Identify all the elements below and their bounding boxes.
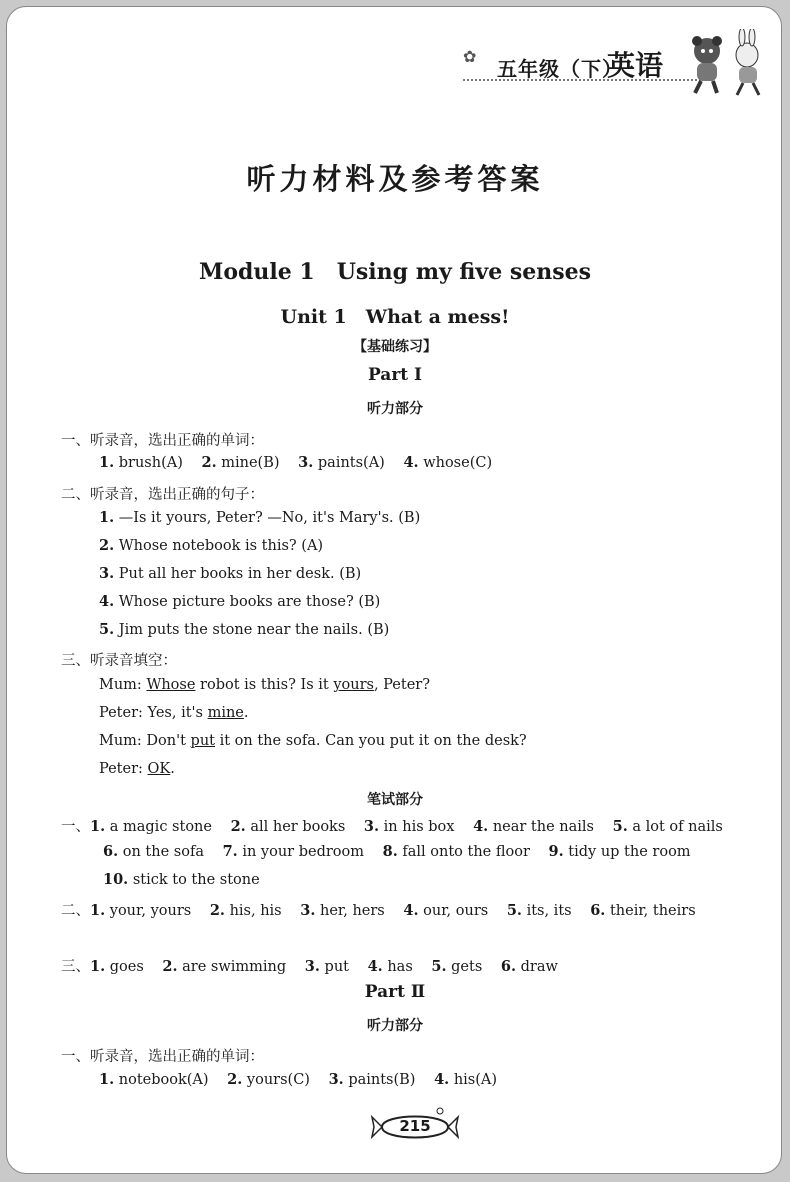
answer-text: gets [451, 959, 483, 975]
dialogue-line [99, 733, 527, 749]
answer-number: 1. [99, 509, 115, 526]
p1-q1-title: 一、听录音，选出正确的单词： [61, 433, 264, 449]
dialogue-text: . [170, 761, 175, 777]
exercise-label: 【基础练习】 [353, 339, 437, 355]
answer-number: 3. [304, 958, 320, 975]
answer-text: Whose notebook is this? (A) [118, 538, 324, 554]
answer-text: are swimming [182, 959, 287, 975]
answer-text: a magic stone [109, 819, 212, 835]
module-heading: Module 1 Using my five senses [199, 259, 591, 285]
page-title: 听力材料及参考答案 [246, 162, 544, 196]
answer-text: yours(C) [246, 1072, 310, 1088]
w2-line-1 [61, 899, 696, 920]
answer-text: paints(A) [317, 455, 385, 471]
answer-text: fall onto the floor [402, 844, 530, 860]
answer-text: in his box [383, 819, 455, 835]
answer-text: has [387, 959, 413, 975]
answer-number: 4. [473, 818, 489, 835]
answer-text: all her books [250, 819, 346, 835]
filled-blank: mine [207, 705, 244, 721]
answer-number: 1. [90, 902, 106, 919]
part-1-label: Part Ⅰ [367, 365, 423, 385]
w3-line [61, 955, 558, 976]
section-prefix: 二、 [61, 903, 90, 919]
answer-text: Whose picture books are those? (B) [118, 594, 381, 610]
bee-icon: ✿ [463, 47, 477, 66]
answer-text: notebook(A) [118, 1072, 209, 1088]
filled-blank: yours [333, 677, 374, 693]
mascot-illustration [679, 29, 775, 99]
answer-number: 3. [363, 818, 380, 835]
section-prefix: 三、 [61, 959, 90, 975]
answer-text: brush(A) [118, 455, 183, 471]
answer-text: paints(B) [348, 1072, 416, 1088]
page-number-badge [370, 1103, 460, 1151]
answer-number: 3. [328, 1071, 344, 1088]
answer-number: 2. [99, 537, 115, 554]
answer-number: 4. [403, 454, 419, 471]
answer-text: mine(B) [221, 455, 280, 471]
answer-text: your, yours [109, 903, 192, 919]
answer-number: 7. [222, 843, 238, 860]
answer-number: 4. [434, 1071, 450, 1088]
list-item [99, 509, 420, 526]
answer-number: 4. [99, 593, 115, 610]
answer-text: Put all her books in her desk. (B) [118, 566, 362, 582]
answer-number: 5. [612, 818, 628, 835]
page-number: 215 [399, 1117, 431, 1135]
answer-number: 5. [431, 958, 447, 975]
p1-q3-title: 三、听录音填空： [61, 653, 177, 669]
list-item [99, 537, 323, 554]
dialogue-text: , Peter? [373, 677, 430, 693]
dialogue-text: Peter: Yes, it's [99, 705, 208, 721]
answer-number: 2. [162, 958, 178, 975]
p2-q1-title: 一、听录音，选出正确的单词： [61, 1049, 264, 1065]
answer-number: 1. [90, 818, 106, 835]
dialogue-text: . [243, 705, 249, 721]
answer-number: 6. [500, 958, 517, 975]
answer-number: 1. [99, 454, 115, 471]
list-item [99, 565, 361, 582]
answer-number: 2. [209, 902, 225, 919]
answer-number: 9. [548, 843, 564, 860]
answer-text: whose(C) [423, 455, 493, 471]
answer-number: 1. [99, 1071, 115, 1088]
filled-blank: OK [147, 761, 171, 777]
answer-text: put [324, 959, 349, 975]
dialogue-line [99, 705, 249, 721]
answer-text: —Is it yours, Peter? —No, it's Mary's. (B) [118, 510, 421, 526]
header-subject: 英语 [607, 49, 664, 82]
p2-q1-answers [99, 1071, 497, 1088]
answer-text: its, its [526, 903, 572, 919]
header-grade: 五年级（下） [497, 57, 623, 81]
answer-number: 4. [367, 958, 383, 975]
w1-line-1 [61, 815, 723, 836]
answer-number: 3. [300, 902, 316, 919]
page [6, 6, 782, 1174]
written-section-label: 笔试部分 [367, 792, 423, 808]
answer-text: goes [109, 959, 144, 975]
answer-number: 5. [99, 621, 115, 638]
answer-text: our, ours [423, 903, 489, 919]
answer-text: stick to the stone [132, 872, 260, 888]
p1-q1-answers [99, 454, 492, 471]
w1-line-2 [103, 843, 691, 860]
unit-heading: Unit 1 What a mess! [280, 306, 510, 328]
answer-number: 1. [90, 958, 106, 975]
answer-number: 6. [590, 902, 606, 919]
p1-q2-title: 二、听录音，选出正确的句子： [61, 487, 264, 503]
answer-text: tidy up the room [568, 844, 691, 860]
answer-number: 3. [99, 565, 115, 582]
list-item [99, 593, 380, 610]
answer-number: 4. [403, 902, 419, 919]
page-header [457, 29, 777, 99]
dialogue-line [99, 677, 430, 693]
answer-text: her, hers [319, 903, 385, 919]
answer-text: their, theirs [609, 903, 696, 919]
answer-text: his, his [229, 903, 282, 919]
answer-text: on the sofa [122, 844, 204, 860]
w1-line-3 [103, 871, 260, 888]
part-1-listening-label: 听力部分 [367, 401, 423, 417]
filled-blank: Whose [146, 677, 196, 693]
part-2-label: Part Ⅱ [364, 982, 426, 1002]
dialogue-text: it on the sofa. Can you put it on the desk? [215, 733, 527, 749]
part-2-listening-label: 听力部分 [367, 1018, 423, 1034]
answer-number: 3. [298, 454, 314, 471]
filled-blank: put [190, 733, 215, 749]
answer-number: 6. [103, 843, 119, 860]
answer-text: Jim puts the stone near the nails. (B) [118, 622, 390, 638]
answer-text: a lot of nails [632, 819, 723, 835]
answer-text: in your bedroom [242, 844, 364, 860]
answer-number: 8. [382, 843, 398, 860]
dialogue-text: Peter: [99, 761, 148, 777]
answer-number: 2. [201, 454, 217, 471]
dialogue-text: Mum: [99, 677, 147, 693]
answer-number: 2. [227, 1071, 243, 1088]
answer-number: 10. [103, 871, 129, 888]
answer-text: near the nails [492, 819, 594, 835]
dialogue-text: Mum: Don't [99, 733, 191, 749]
dialogue-text: robot is this? Is it [195, 677, 334, 693]
list-item [99, 621, 389, 638]
dialogue-line [99, 761, 175, 777]
answer-number: 2. [230, 818, 246, 835]
answer-text: draw [520, 959, 558, 975]
answer-text: his(A) [453, 1072, 498, 1088]
answer-number: 5. [506, 902, 522, 919]
section-prefix: 一、 [61, 819, 90, 835]
